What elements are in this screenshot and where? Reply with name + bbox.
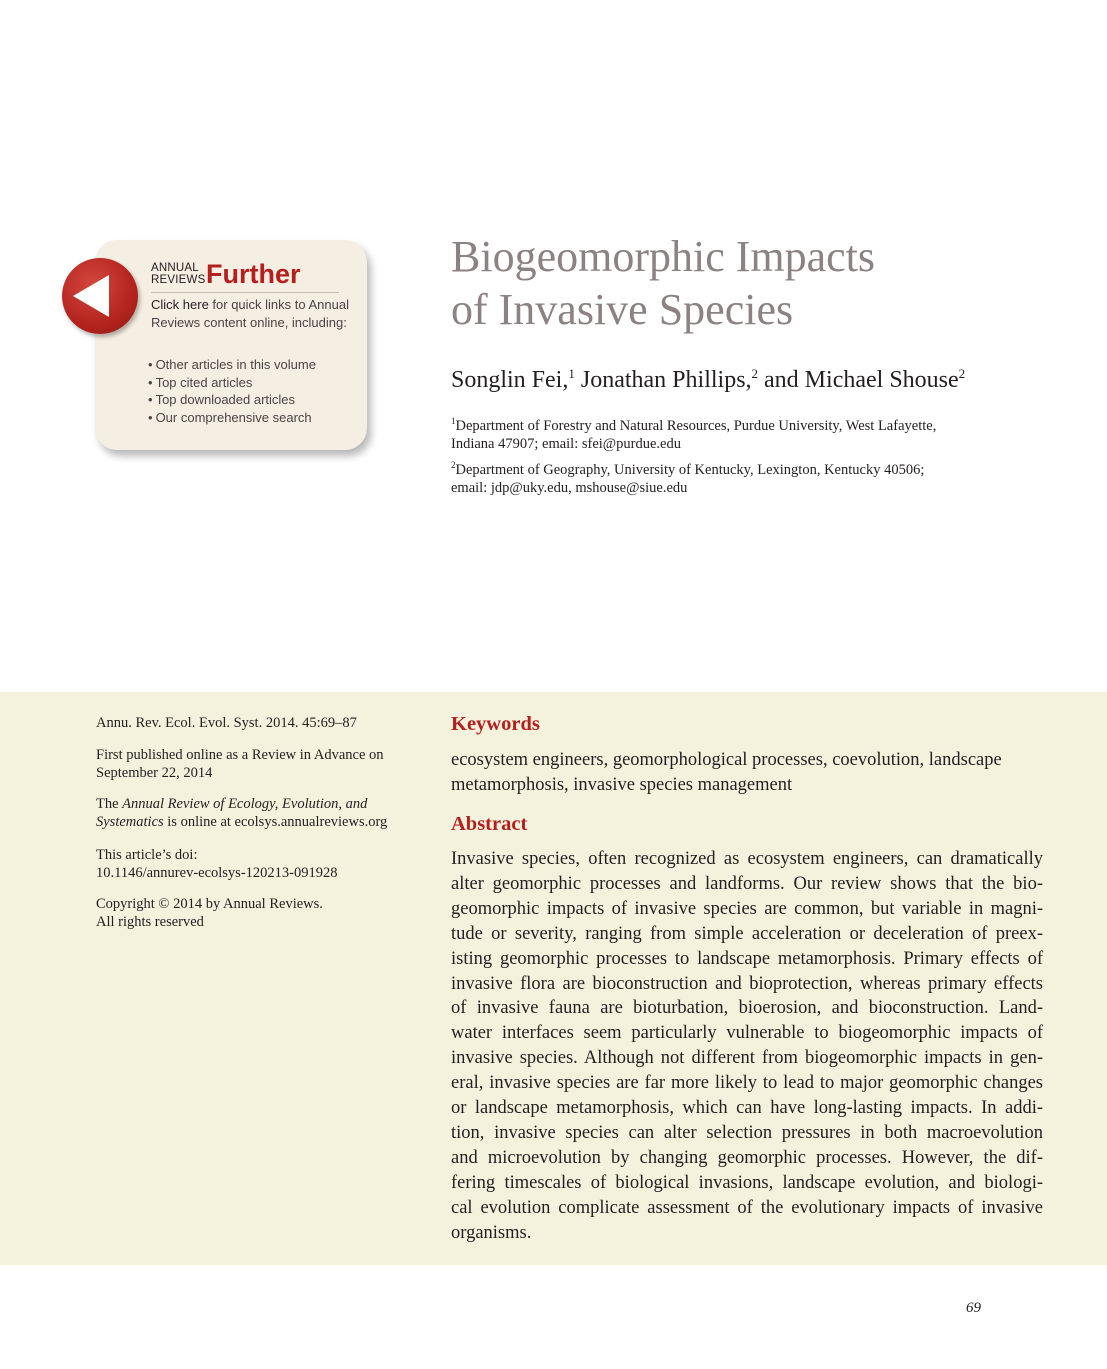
copyright: Copyright © 2014 by Annual Reviews. All rights reserved	[96, 896, 323, 930]
authors: Songlin Fei,$^1$ Jonathan Phillips,$^2$ and Michael Shouse$^2$	[451, 366, 966, 393]
affiliation-1: $^1$Department of Forestry and Natural Resources, Purdue University, West Lafayette, Indiana 47907; email: sfei@purdue.edu	[451, 416, 937, 452]
article-title: Biogeomorphic Impacts of Invasive Species	[451, 232, 876, 334]
doi-info: This article’s doi: 10.1146/annurev-ecolsys-120213-091928	[96, 847, 338, 881]
journal-info: The Annual Review of Ecology, Evolution, and Systematics is online at ecolsys.annualreviews.org	[96, 796, 388, 830]
further-link-top-downloaded[interactable]: • Top downloaded articles	[148, 391, 316, 409]
further-link-top-cited[interactable]: • Top cited articles	[148, 374, 316, 392]
abstract-heading: Abstract	[451, 813, 528, 835]
affiliation-2: $^2$Department of Geography, University of Kentucky, Lexington, Kentucky 40506; email: jdp@uky.edu, mshouse@siue.edu	[451, 460, 925, 496]
further-link-search[interactable]: • Our comprehensive search	[148, 409, 316, 427]
further-link-other-articles[interactable]: • Other articles in this volume	[148, 356, 316, 374]
further-label: Further	[206, 259, 301, 289]
back-arrow-icon[interactable]	[73, 275, 109, 317]
further-intro: Click here for quick links to Annual Reviews content online, including:	[151, 297, 349, 330]
keywords-heading: Keywords	[451, 713, 540, 735]
further-links	[148, 356, 316, 426]
citation: Annu. Rev. Ecol. Evol. Syst. 2014. 45:69–87	[96, 715, 357, 731]
publication-date: First published online as a Review in Advance on September 22, 2014	[96, 747, 384, 781]
abstract-text: Invasive species, often recognized as ecosystem engineers, can dramatically alter geomorphic processes and landforms. Our review shows that the bio- geomorphic impacts of invasive species are common, but variable in magni- tude or severity, ranging from simple acceleration or deceleration of preex- isting geomorphic processes to landscape metamorphosis. Primary effects of invasive flora are bioconstruction and bioprotection, whereas primary effects of invasive fauna are bioturbation, bioerosion, and bioconstruction. Land- water interfaces seem particularly vulnerable to biogeomorphic impacts of invasive species. Although not different from biogeomorphic impacts in gen- eral, invasive species are far more likely to lead to major geomorphic changes or landscape metamorphosis, which can have long-lasting impacts. In addi- tion, invasive species can alter selection pressures in both macroevolution and microevolution by changing geomorphic processes. However, the dif- fering timescales of biological invasions, landscape evolution, and biologi- cal evolution complicate assessment of the evolutionary impacts of invasive organisms.	[451, 849, 1043, 1243]
keywords: ecosystem engineers, geomorphological processes, coevolution, landscape metamorphosis, invasive species management	[451, 750, 1002, 795]
doi-link[interactable]: 10.1146/annurev-ecolsys-120213-091928	[96, 865, 338, 881]
page-number: 69	[966, 1300, 981, 1316]
further-divider	[151, 292, 339, 293]
annual-reviews-logo: ANNUAL REVIEWS	[151, 262, 206, 286]
click-here-link[interactable]: Click here	[151, 297, 209, 312]
